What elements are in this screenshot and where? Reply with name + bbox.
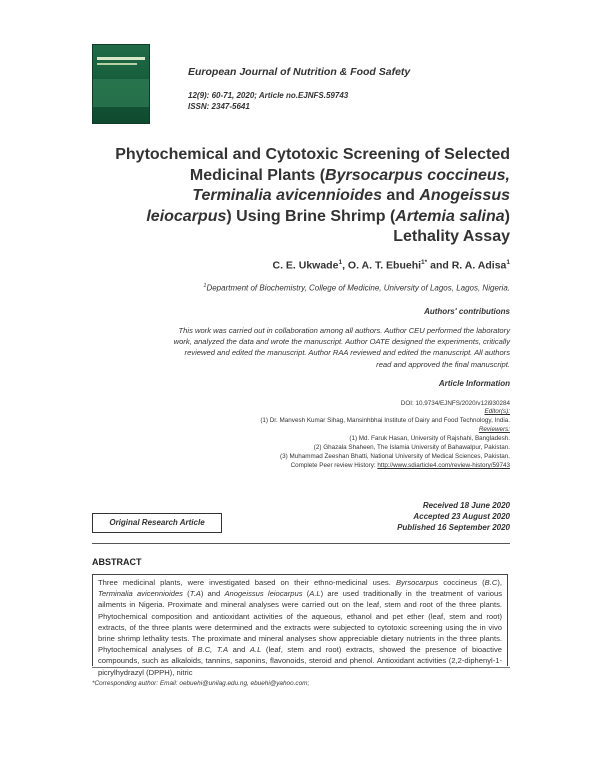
abstract-text: Three medicinal plants, were investigated based on their ethno-medicinal uses. Byrsocarpus coccineus (B.C), Terminalia avicennioides (T.A) and Anogeissus leiocarpus (A.L) are used traditionally in the treatment of various ailments in Nigeria. Proximate and mineral analyses were carried out on the leaf, stem and root of the three plants. Phytochemical composition and antioxidant activities of the aqueous, ethanol and pet ether (leaf, stem and root) extracts, of the three plants were determined and the extracts were subjected to cytotoxic screening using the in vivo brine shrimp lethality tests. The proximate and mineral analyses show appreciable dietary nutrients in the three plants. Phytochemical analyses of B.C, T.A and A.L (leaf, stem and root) extracts, showed the presence of bioactive compounds, such as alkaloids, tannins, saponins, flavonoids, steroid and phenol. Antioxidant activities (2,2-diphenyl-1-picrylhydrazyl (DPPH), nitric <box>92 574 508 666</box>
author-list: C. E. Ukwade$^1$, O. A. T. Ebuehi$^{1*}$ and R. A. Adisa$^1$ <box>272 259 510 272</box>
footnote-divider <box>92 667 510 668</box>
article-info-heading: Article Information <box>438 379 510 388</box>
article-type-badge: Original Research Article <box>92 513 222 533</box>
reviewer-3: (3) Muhammad Zeeshan Bhatti, National University of Medical Sciences, Pakistan. <box>280 453 510 460</box>
doi: DOI: 10.9734/EJNFS/2020/v12i930284 <box>400 400 510 407</box>
title-line-2: Medicinal Plants (Byrsocarpus coccineus, <box>189 166 510 184</box>
affiliation: $^1$Department of Biochemistry, College of Medicine, University of Lagos, Lagos, Nigeria. <box>203 283 510 293</box>
title-line-1: Phytochemical and Cytotoxic Screening of Selected <box>115 146 510 163</box>
author-3: R. A. Adisa <box>451 259 507 272</box>
accepted-date: Accepted 23 August 2020 <box>413 512 510 521</box>
abstract-heading: ABSTRACT <box>92 557 142 567</box>
author-1: C. E. Ukwade <box>272 259 339 272</box>
journal-issue: 12(9): 60-71, 2020; Article no.EJNFS.59743 <box>188 91 349 100</box>
journal-cover-image <box>92 44 150 124</box>
article-title <box>60 145 510 248</box>
title-line-4: leiocarpus) Using Brine Shrimp (Artemia salina) <box>146 207 510 225</box>
author-2: O. A. T. Ebuehi <box>347 259 422 272</box>
contributions-heading: Authors' contributions <box>424 307 510 316</box>
journal-issn: ISSN: 2347-5641 <box>188 102 250 111</box>
published-date: Published 16 September 2020 <box>397 523 510 532</box>
reviewer-1: (1) Md. Faruk Hasan, University of Rajshahi, Bangladesh. <box>349 435 510 442</box>
cover-title-bar <box>97 57 145 60</box>
review-history-link[interactable]: http://www.sdiarticle4.com/review-history/59743 <box>377 462 510 469</box>
cover-band <box>93 79 149 107</box>
review-history: Complete Peer review History: http://www.sdiarticle4.com/review-history/59743 <box>290 462 510 469</box>
editor-1: (1) Dr. Manvesh Kumar Sihag, Mansinhbhai Institute of Dairy and Food Technology, India. <box>260 417 510 424</box>
contributions-text: This work was carried out in collaboration among all authors. Author CEU performed the laboratory work, analyzed the data and wrote the manuscript. Author OATE designed the experiments, critically reviewed and edited the manuscript. Author RAA reviewed and edited the manuscript. All authors read and approved the final manuscript. <box>173 326 510 369</box>
reviewers-label: Reviewers: <box>478 426 510 433</box>
received-date: Received 18 June 2020 <box>422 501 510 510</box>
section-divider <box>92 543 510 544</box>
editors-label: Editor(s): <box>484 408 510 415</box>
cover-subtitle-bar <box>97 63 137 65</box>
title-line-5: Lethality Assay <box>393 228 510 245</box>
journal-name: European Journal of Nutrition & Food Safety <box>188 66 411 78</box>
reviewer-2: (2) Ghazala Shaheen, The Islamia University of Bahawalpur, Pakistan. <box>313 444 510 451</box>
corresponding-author-footnote: *Corresponding author: Email: oebuehi@unilag.edu.ng, ebuehi@yahoo.com; <box>92 680 310 687</box>
title-line-3: Terminalia avicennioides and Anogeissus <box>192 187 510 204</box>
